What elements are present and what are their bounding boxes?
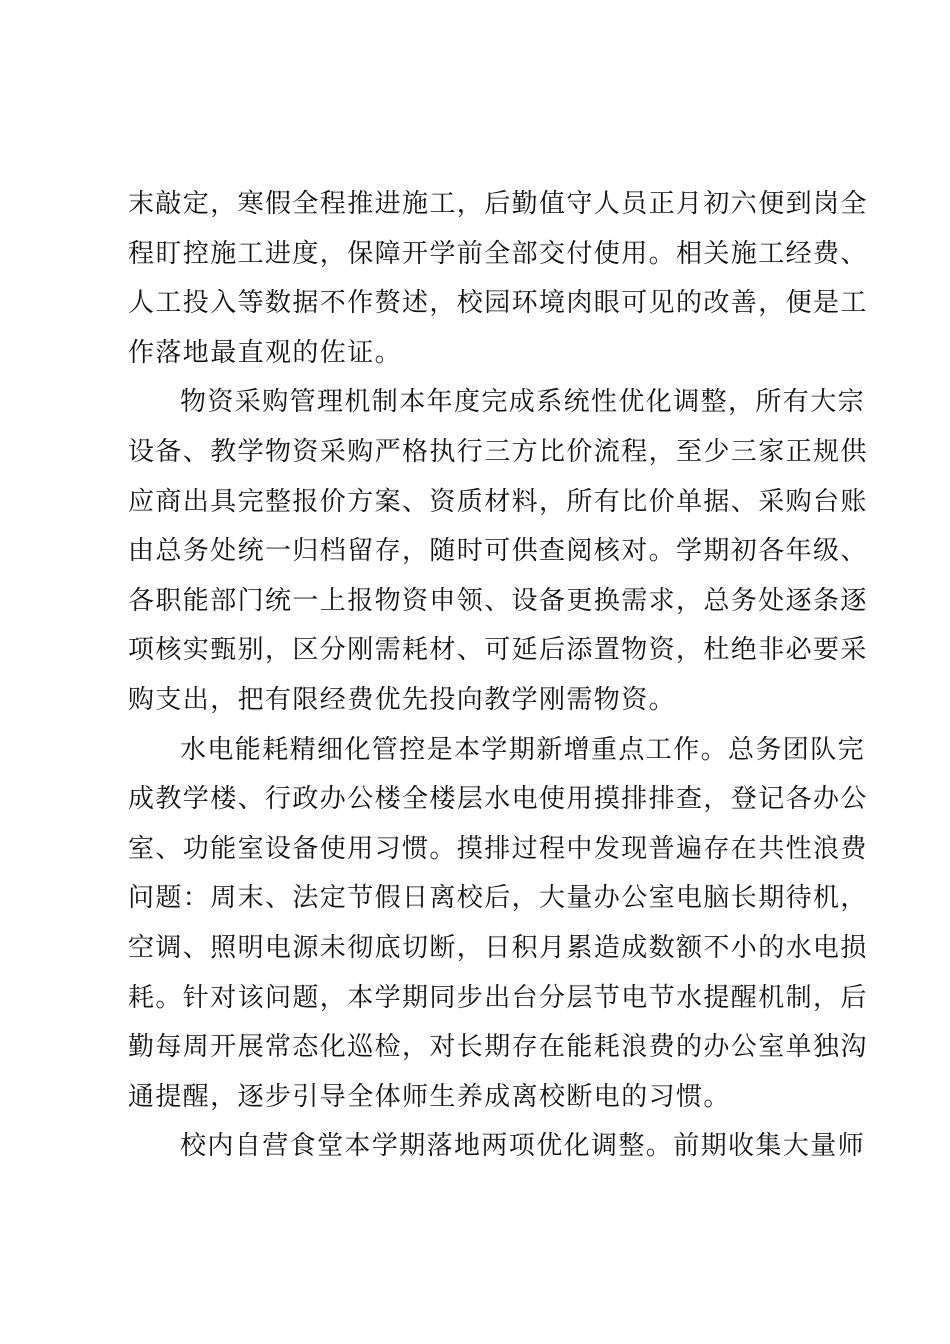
paragraph-2 (128, 378, 868, 725)
text-line: 耗。针对该问题，本学期同步出台分层节电节水提醒机制，后 (128, 982, 868, 1013)
text-line: 设备、教学物资采购严格执行三方比价流程，至少三家正规供 (128, 436, 868, 467)
text-line: 校内自营食堂本学期落地两项优化调整。前期收集大量师 (180, 1131, 866, 1162)
text-line: 物资采购管理机制本年度完成系统性优化调整，所有大宗 (180, 387, 866, 418)
text-line: 应商出具完整报价方案、资质材料，所有比价单据、采购台账 (128, 486, 868, 517)
text-line: 勤每周开展常态化巡检，对长期存在能耗浪费的办公室单独沟 (128, 1032, 868, 1063)
text-line: 各职能部门统一上报物资申领、设备更换需求，总务处逐条逐 (128, 585, 868, 616)
paragraph-1 (128, 180, 868, 378)
text-line: 程盯控施工进度，保障开学前全部交付使用。相关施工经费、 (128, 238, 868, 269)
text-line: 水电能耗精细化管控是本学期新增重点工作。总务团队完 (180, 734, 866, 765)
text-line: 问题：周末、法定节假日离校后，大量办公室电脑长期待机， (128, 883, 868, 914)
paragraph-4 (128, 1122, 866, 1172)
document-body (128, 180, 868, 1172)
text-line: 末敲定，寒假全程推进施工，后勤值守人员正月初六便到岗全 (128, 189, 868, 219)
paragraph-3 (128, 726, 868, 1123)
text-line: 人工投入等数据不作赘述，校园环境肉眼可见的改善，便是工 (128, 288, 868, 319)
text-line: 空调、照明电源未彻底切断，日积月累造成数额不小的水电损 (128, 932, 868, 963)
text-line: 通提醒，逐步引导全体师生养成离校断电的习惯。 (128, 1081, 731, 1112)
text-line: 项核实甄别，区分刚需耗材、可延后添置物资，杜绝非必要采 (128, 635, 868, 666)
text-line: 成教学楼、行政办公楼全楼层水电使用摸排排查，登记各办公 (128, 784, 868, 815)
text-line: 室、功能室设备使用习惯。摸排过程中发现普遍存在共性浪费 (128, 833, 868, 864)
text-line: 由总务处统一归档留存，随时可供查阅核对。学期初各年级、 (128, 536, 868, 567)
text-line: 作落地最直观的佐证。 (128, 337, 403, 368)
text-line: 购支出，把有限经费优先投向教学刚需物资。 (128, 684, 677, 715)
